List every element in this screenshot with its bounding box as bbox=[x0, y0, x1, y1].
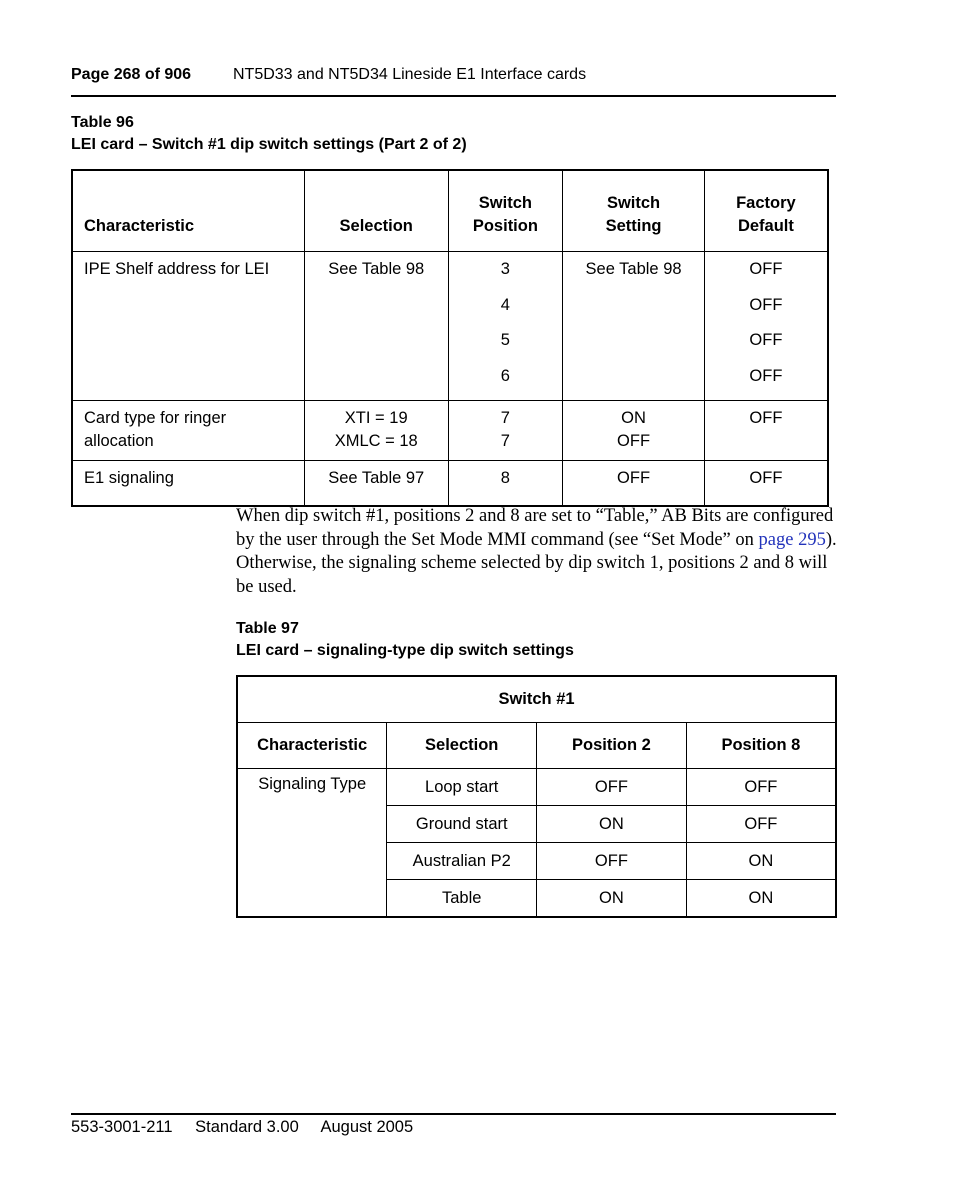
table-cell: Australian P2 bbox=[387, 843, 537, 880]
table-cell: ON bbox=[537, 880, 687, 918]
table-cell: 8 bbox=[448, 461, 563, 506]
table-cell: ON bbox=[686, 880, 836, 918]
doc-number: 553-3001-211 bbox=[71, 1118, 173, 1136]
table-cell: OFF bbox=[537, 769, 687, 806]
table96-header-setting: Switch Setting bbox=[563, 170, 705, 252]
table-cell: OFF bbox=[686, 769, 836, 806]
table-cell: Ground start bbox=[387, 806, 537, 843]
table-cell: Loop start bbox=[387, 769, 537, 806]
table97-header-characteristic: Characteristic bbox=[237, 723, 387, 769]
table-cell: OFF bbox=[686, 806, 836, 843]
table97-number: Table 97 bbox=[236, 620, 299, 637]
table96-header-default: Factory Default bbox=[704, 170, 828, 252]
table-cell: Table bbox=[387, 880, 537, 918]
table96-number: Table 96 bbox=[71, 114, 134, 131]
table-cell: E1 signaling bbox=[72, 461, 304, 506]
page-header bbox=[71, 66, 587, 84]
table-cell: ON bbox=[537, 806, 687, 843]
table-cell: ON OFF bbox=[563, 401, 705, 461]
page-link[interactable]: page 295 bbox=[758, 529, 826, 550]
table97-title: LEI card – signaling-type dip switch settings bbox=[236, 642, 574, 659]
page-number: Page 268 of 906 bbox=[71, 66, 192, 83]
table-row bbox=[237, 769, 836, 806]
table-cell: Signaling Type bbox=[237, 769, 387, 918]
page-footer bbox=[71, 1118, 431, 1137]
table-row bbox=[72, 461, 828, 506]
table97-header-selection: Selection bbox=[387, 723, 537, 769]
table-row bbox=[72, 252, 828, 401]
publish-date: August 2005 bbox=[320, 1118, 414, 1136]
footer-rule bbox=[71, 1113, 836, 1115]
table-cell: XTI = 19 XMLC = 18 bbox=[304, 401, 448, 461]
table-cell: OFF bbox=[704, 401, 828, 461]
table96-header-row bbox=[72, 170, 828, 252]
table-cell: Card type for ringer allocation bbox=[72, 401, 304, 461]
paragraph-text: When dip switch #1, positions 2 and 8 are set to “Table,” AB Bits are configured by the user through the Set Mode MMI command (see “Set Mode” on bbox=[236, 506, 834, 550]
table-cell: See Table 97 bbox=[304, 461, 448, 506]
table-cell: OFF bbox=[704, 461, 828, 506]
table-cell: OFF OFF OFF OFF bbox=[704, 252, 828, 401]
table97-caption bbox=[236, 618, 574, 662]
table97-group-header: Switch #1 bbox=[237, 676, 836, 723]
paragraph-text: ). Otherwise, the signaling scheme selected by dip switch 1, positions 2 and 8 will be used. bbox=[236, 529, 837, 597]
table-cell: ON bbox=[686, 843, 836, 880]
table97-header-row bbox=[237, 723, 836, 769]
table-cell: IPE Shelf address for LEI bbox=[72, 252, 304, 401]
table96-header-position: Switch Position bbox=[448, 170, 563, 252]
table96-caption bbox=[71, 112, 467, 156]
table-row bbox=[72, 401, 828, 461]
table-cell: See Table 98 bbox=[563, 252, 705, 401]
body-paragraph bbox=[236, 505, 840, 599]
table-cell: OFF bbox=[563, 461, 705, 506]
table96-header-characteristic: Characteristic bbox=[72, 170, 304, 252]
document-title: NT5D33 and NT5D34 Lineside E1 Interface cards bbox=[233, 66, 587, 83]
header-rule bbox=[71, 95, 836, 97]
table-cell: OFF bbox=[537, 843, 687, 880]
table96-title: LEI card – Switch #1 dip switch settings (Part 2 of 2) bbox=[71, 136, 467, 153]
table-cell: 3 4 5 6 bbox=[448, 252, 563, 401]
table96-header-selection: Selection bbox=[304, 170, 448, 252]
table-cell: 7 7 bbox=[448, 401, 563, 461]
standard-version: Standard 3.00 bbox=[195, 1118, 299, 1136]
table-cell: See Table 98 bbox=[304, 252, 448, 401]
table97-header-position2: Position 2 bbox=[537, 723, 687, 769]
table97 bbox=[236, 675, 837, 918]
table97-group-header-row bbox=[237, 676, 836, 723]
table97-header-position8: Position 8 bbox=[686, 723, 836, 769]
table96 bbox=[71, 169, 829, 507]
